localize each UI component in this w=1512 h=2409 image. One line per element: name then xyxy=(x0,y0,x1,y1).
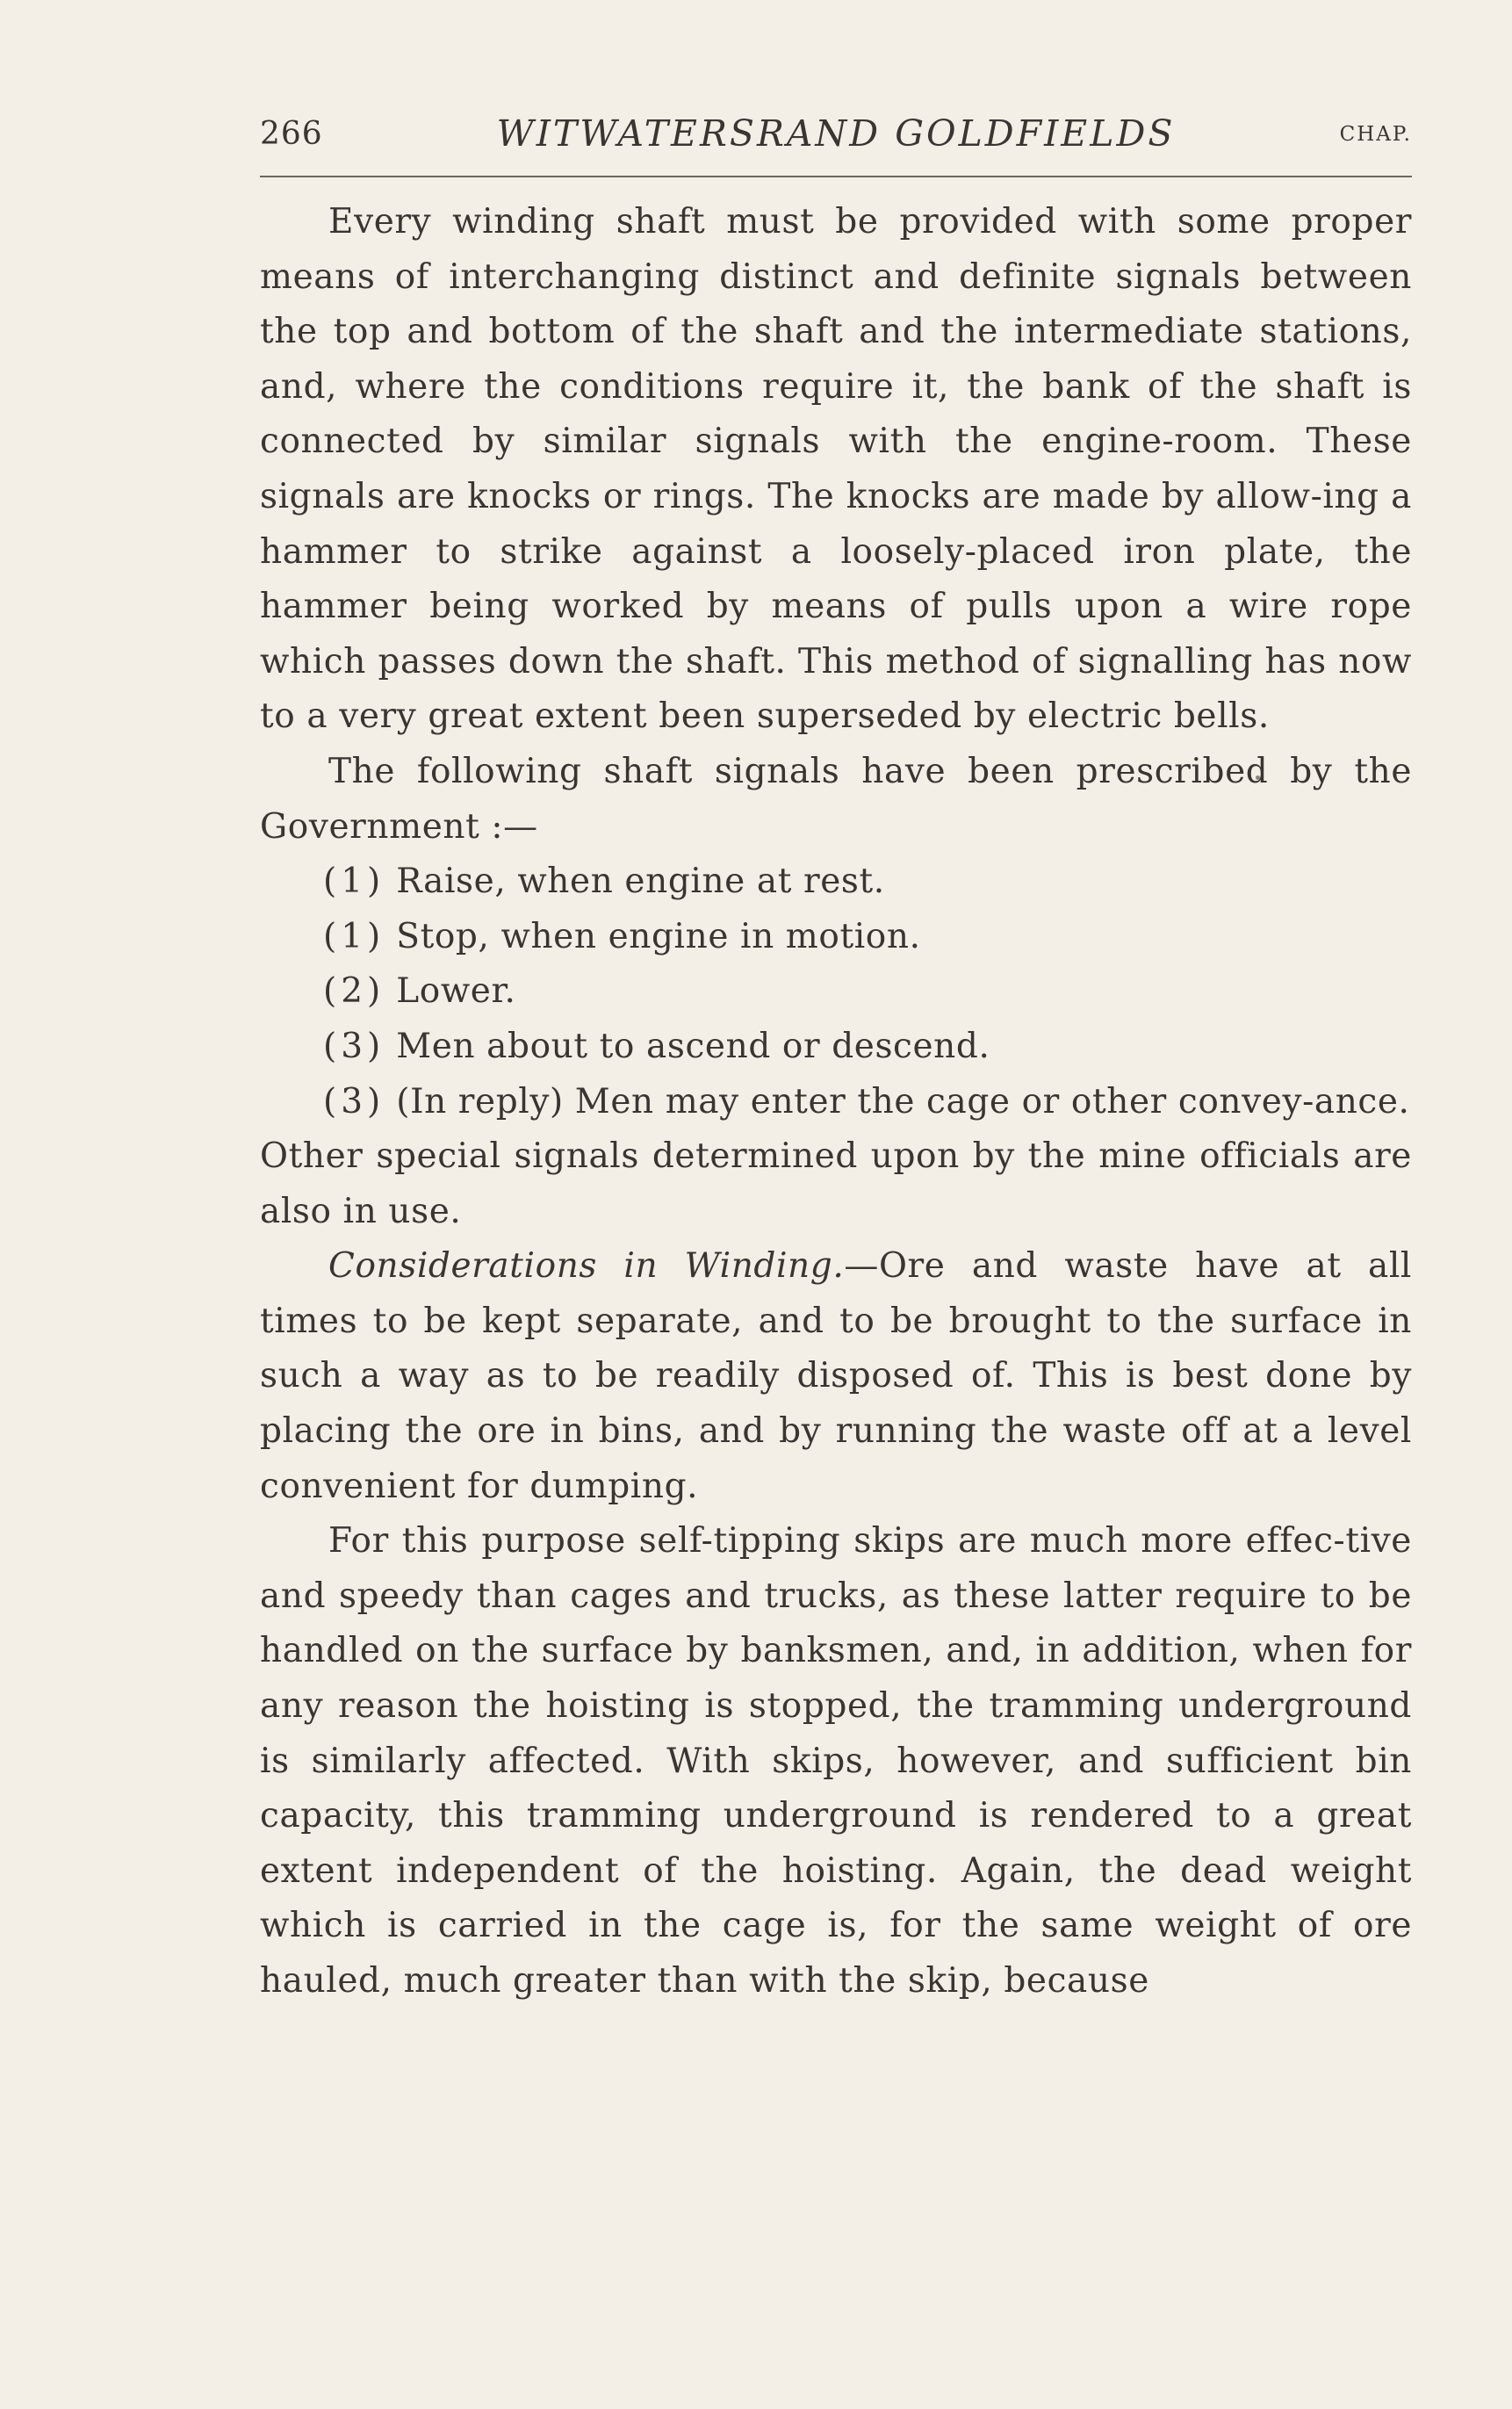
signal-text: Men about to ascend or descend. xyxy=(396,1026,990,1066)
running-title: WITWATERSRAND GOLDFIELDS xyxy=(496,112,1176,155)
signal-text: (In reply) Men may enter the cage or other convey-ance. xyxy=(396,1081,1410,1122)
signal-code: (3) xyxy=(323,1026,385,1066)
paragraph-prescribed-signals: The following shaft signals have been prescribed by the Government :— xyxy=(260,751,1412,847)
paragraph-special-signals: Other special signals determined upon by the mine officials are also in use. xyxy=(260,1136,1412,1231)
body-text xyxy=(260,195,1412,2009)
chapter-label: CHAP. xyxy=(1339,123,1412,146)
signal-item xyxy=(260,1075,1412,1130)
signal-item xyxy=(260,910,1412,965)
paragraph-considerations xyxy=(260,1239,1412,1514)
signal-code: (1) xyxy=(323,862,385,902)
signal-code: (1) xyxy=(323,916,385,956)
signal-text: Lower. xyxy=(396,971,516,1012)
signal-text: Stop, when engine in motion. xyxy=(396,916,921,956)
paragraph-skips: For this purpose self-tipping skips are much more effec-tive and speedy than cages and trucks, as these latter require to be handled on the surface by banksmen, and, in addition, when for any reason the hoisting is stopped, the tramming underground is similarly affected. With skips, however, and sufficient bin capacity, this tramming underground is rendered to a great extent independent of the hoisting. Again, the dead weight which is carried in the cage is, for the same weight of ore hauled, much greater than with the skip, because xyxy=(260,1521,1412,2001)
signal-code: (3) xyxy=(323,1081,385,1122)
signal-code: (2) xyxy=(323,971,385,1012)
page-header xyxy=(260,111,1412,163)
signal-item xyxy=(260,855,1412,910)
paragraph-considerations-body: —Ore and waste have at all times to be kept separate, and to be brought to the surface in such a way as to be readily disposed of. This is best done by placing the ore in bins, and by running the waste off at a level convenient for dumping. xyxy=(260,1246,1412,1506)
paragraph-signals-intro: Every winding shaft must be provided with some proper means of interchanging distinct and definite signals between the top and bottom of the shaft and the intermediate stations, and, where the conditions require it, the bank of the shaft is connected by similar signals with the engine-room. These signals are knocks or rings. The knocks are made by allow-ing a hammer to strike against a loosely-placed iron plate, the hammer being worked by means of pulls upon a wire rope which passes down the shaft. This method of signalling has now to a very great extent been superseded by electric bells. xyxy=(260,202,1412,737)
signal-item xyxy=(260,1020,1412,1075)
page-number: 266 xyxy=(260,116,323,152)
signal-text: Raise, when engine at rest. xyxy=(396,862,885,902)
header-rule xyxy=(260,176,1412,177)
section-heading: Considerations in Winding. xyxy=(328,1246,845,1287)
signal-item xyxy=(260,964,1412,1020)
